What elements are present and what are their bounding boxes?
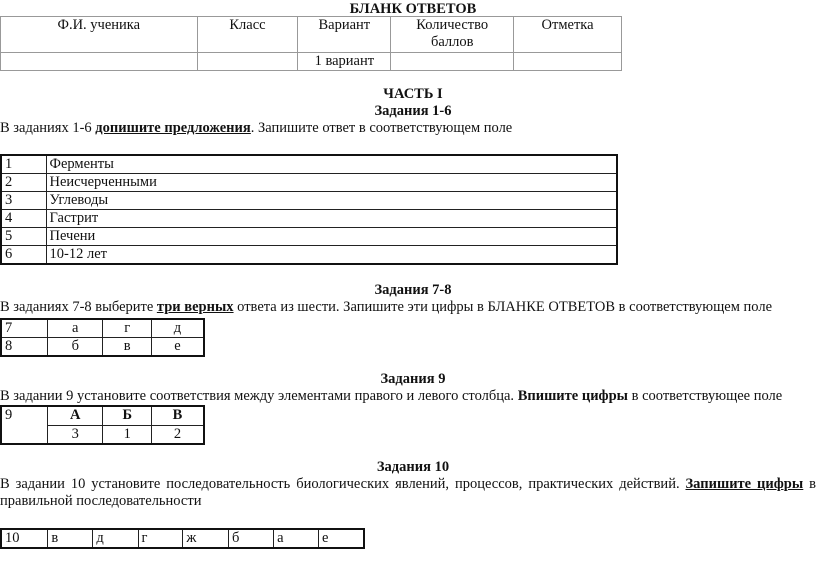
part-heading: ЧАСТЬ I (383, 86, 443, 102)
letter-a: А (48, 406, 103, 425)
variant-cell: 1 вариант (298, 53, 391, 71)
answer-cell[interactable]: в (48, 529, 93, 548)
answer-cell[interactable]: а (48, 319, 103, 338)
class-cell[interactable] (197, 53, 298, 71)
emphasis: три верных (156, 299, 234, 315)
header-table (0, 16, 622, 71)
answer-a[interactable]: 3 (48, 425, 103, 444)
col-variant: Вариант (298, 17, 391, 53)
answer-cell[interactable]: Ферменты (46, 155, 617, 174)
table-row (1, 210, 617, 228)
text: В задании 9 установите соответствия между элементами правого и левого столбца. (0, 388, 518, 404)
instruction-10-line2: правильной последовательности (0, 493, 202, 509)
answer-cell[interactable]: г (138, 529, 183, 548)
answer-v[interactable]: 2 (152, 425, 205, 444)
answer-cell[interactable]: Неисчерченными (46, 174, 617, 192)
task-number: 9 (1, 406, 48, 444)
text: . Запишите ответ в соответствующем поле (250, 120, 513, 136)
table-row (1, 246, 617, 265)
task-number: 8 (1, 338, 48, 357)
table-row (1, 228, 617, 246)
text: в (803, 476, 816, 492)
text: ответа из шести. Запишите эти цифры в БЛАНКЕ ОТВЕТОВ в соответствующем поле (233, 299, 773, 315)
section-heading-10: Задания 10 (376, 459, 450, 475)
text: В заданиях 1-6 (0, 120, 96, 136)
col-score: Количество баллов (391, 17, 514, 53)
answer-cell[interactable]: Углеводы (46, 192, 617, 210)
emphasis: допишите предложения (95, 120, 251, 136)
table-row (1, 192, 617, 210)
answers-7-8-table (0, 318, 205, 357)
instruction-1-6 (0, 120, 512, 137)
section-heading-1-6: Задания 1-6 (374, 103, 452, 119)
task-number: 7 (1, 319, 48, 338)
table-row (1, 338, 204, 357)
letter-v: В (152, 406, 205, 425)
grade-cell[interactable] (514, 53, 622, 71)
answers-1-6-table (0, 154, 618, 265)
answer-cell[interactable]: Гастрит (46, 210, 617, 228)
col-class: Класс (197, 17, 298, 53)
answer-cell[interactable]: Печени (46, 228, 617, 246)
answer-b[interactable]: 1 (103, 425, 152, 444)
emphasis: Впишите цифры (517, 388, 628, 404)
instruction-7-8 (0, 299, 772, 316)
table-row (1, 155, 617, 174)
col-student: Ф.И. ученика (1, 17, 198, 53)
answer-cell[interactable]: г (103, 319, 152, 338)
text: В задании 10 установите последовательность биологических явлений, процессов, практических действий. (0, 476, 686, 492)
instruction-10-line1 (0, 476, 816, 493)
answer-cell[interactable]: е (151, 338, 204, 357)
emphasis: Запишите цифры (685, 476, 804, 492)
answer-cell[interactable]: ж (183, 529, 229, 548)
task-number: 6 (1, 246, 46, 265)
answer-cell[interactable]: б (228, 529, 273, 548)
student-cell[interactable] (1, 53, 198, 71)
answer-cell[interactable]: в (103, 338, 152, 357)
section-heading-9: Задания 9 (380, 371, 446, 387)
text: в соответствующее поле (627, 388, 783, 404)
col-grade: Отметка (514, 17, 622, 53)
task-number: 4 (1, 210, 46, 228)
task-number: 3 (1, 192, 46, 210)
task-number: 10 (1, 529, 48, 548)
task-number: 5 (1, 228, 46, 246)
task-number: 2 (1, 174, 46, 192)
answer-cell[interactable]: 10-12 лет (46, 246, 617, 265)
answer-cell[interactable]: д (93, 529, 138, 548)
answer-cell[interactable]: б (48, 338, 103, 357)
answers-9-table (0, 405, 205, 445)
task-number: 1 (1, 155, 46, 174)
score-cell[interactable] (391, 53, 514, 71)
answer-cell[interactable]: е (319, 529, 364, 548)
section-heading-7-8: Задания 7-8 (374, 282, 452, 298)
answers-10-table (0, 528, 365, 549)
answer-cell[interactable]: а (274, 529, 319, 548)
table-row (1, 319, 204, 338)
table-row (1, 174, 617, 192)
instruction-9 (0, 388, 782, 405)
page-title: БЛАНК ОТВЕТОВ (349, 1, 477, 17)
text: В заданиях 7-8 выберите (0, 299, 157, 315)
answer-cell[interactable]: д (151, 319, 204, 338)
letter-b: Б (103, 406, 152, 425)
